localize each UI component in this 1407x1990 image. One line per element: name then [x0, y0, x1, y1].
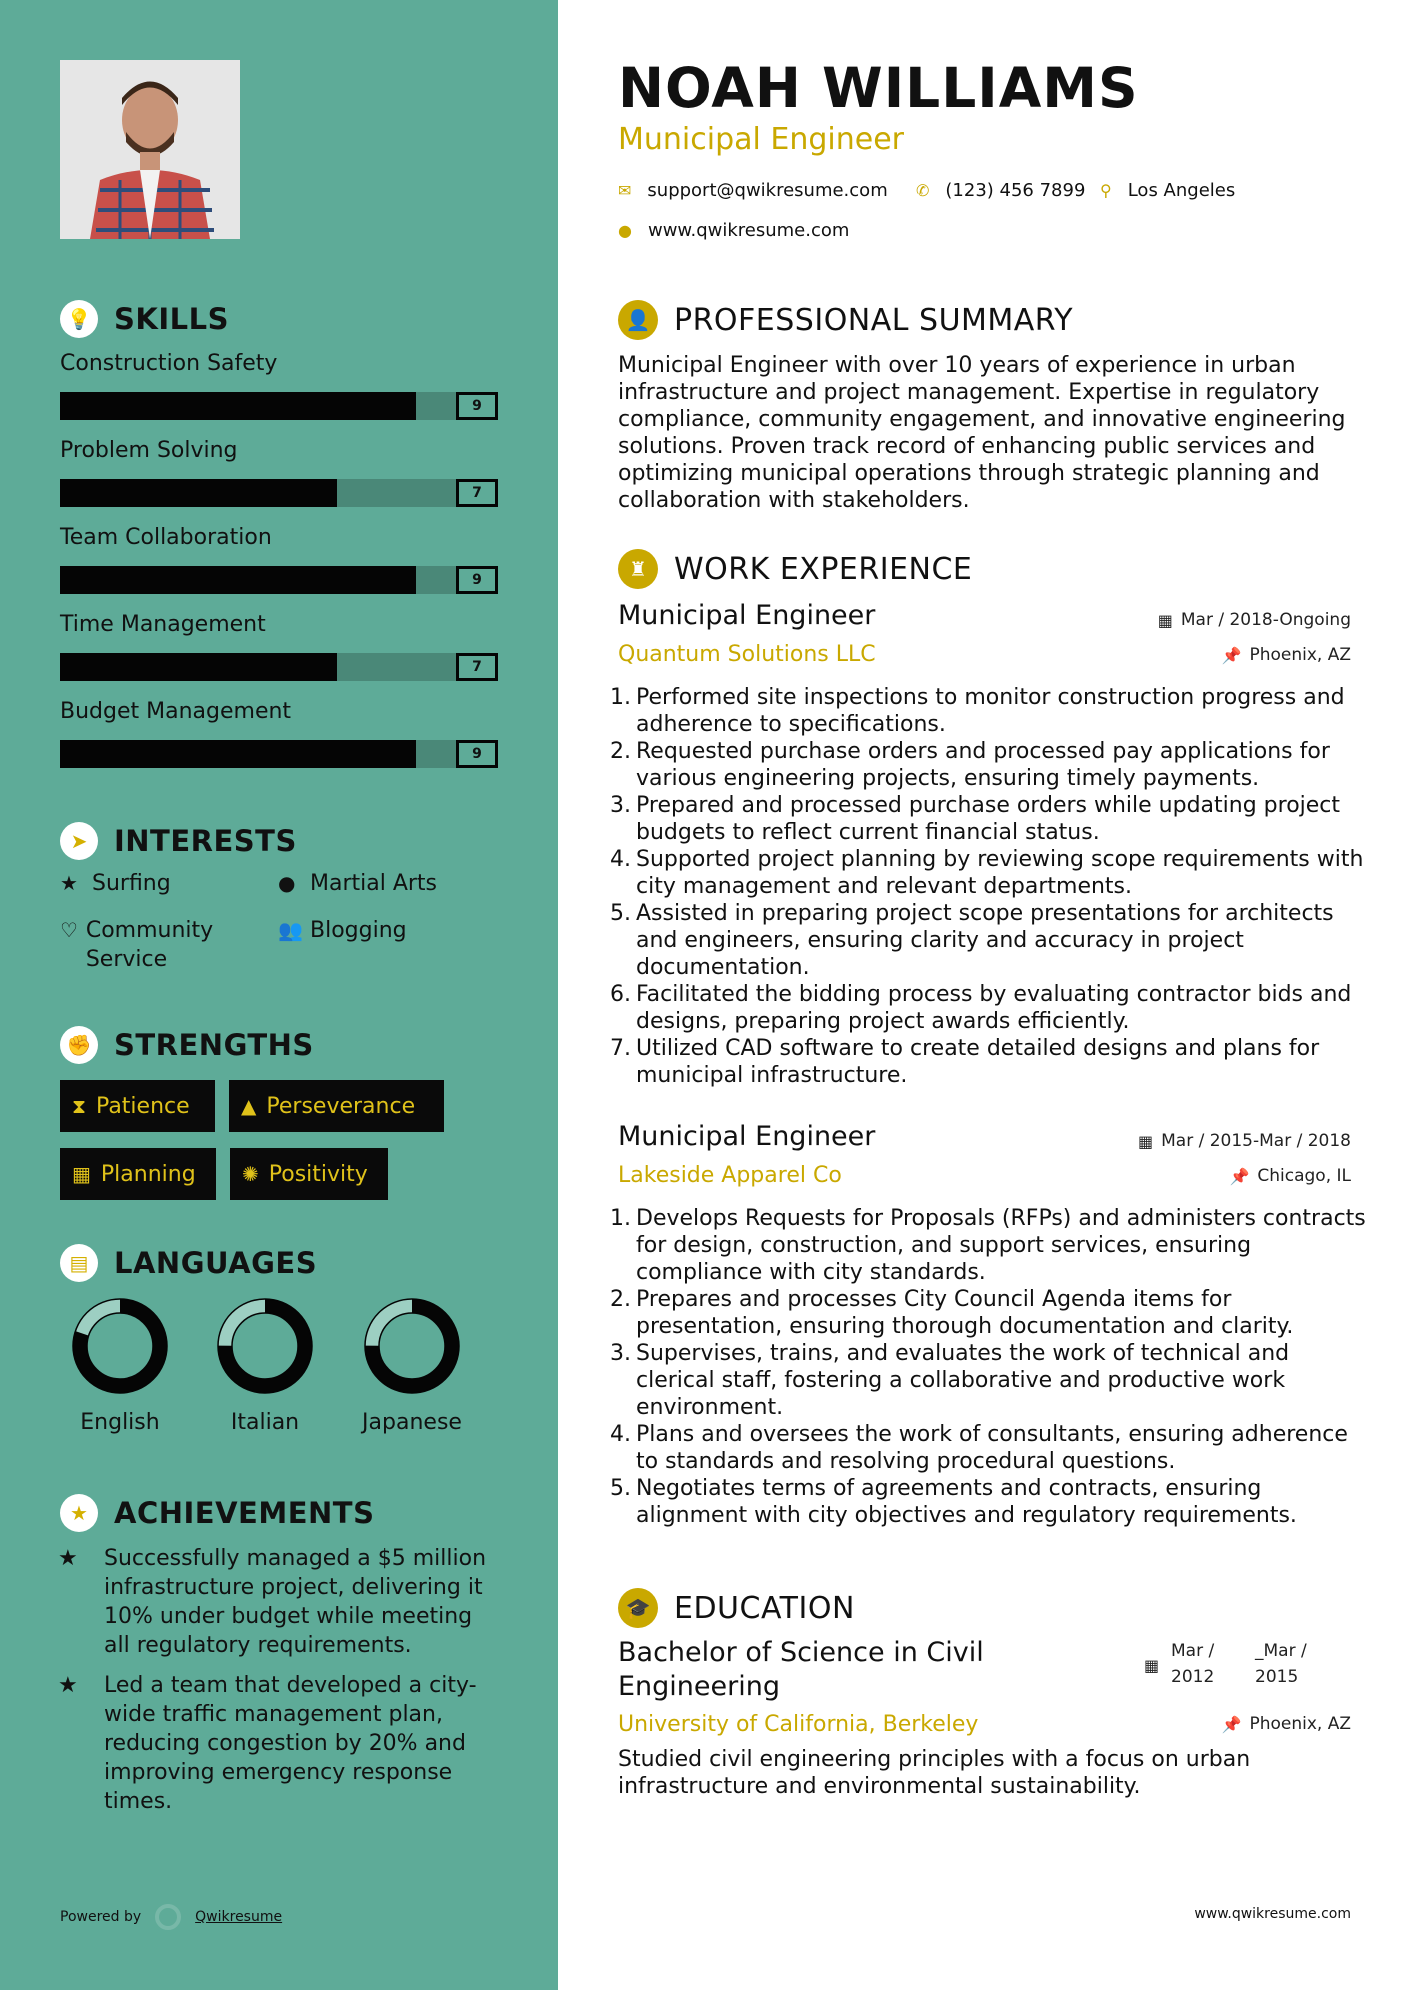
achievement-item: ★ Successfully managed a $5 million infrastructure project, delivering it 10% under budget while meeting all regulatory requirements.	[58, 1546, 487, 1658]
job-duties	[610, 684, 1370, 1089]
skill-label: Time Management	[60, 612, 266, 637]
map-pin-icon: ⚲	[1100, 181, 1112, 200]
job-location: 📌 Phoenix, AZ	[1221, 645, 1351, 665]
list-item: 4. Supported project planning by reviewing scope requirements with city management and relevant departments.	[610, 847, 1364, 899]
globe-icon: ●	[278, 871, 296, 895]
list-item: 5. Assisted in preparing project scope presentations for architects and engineers, ensuring clarity and accuracy in project documentation.	[610, 901, 1334, 980]
powered-by: Powered by Qwikresume	[60, 1904, 282, 1930]
languages-heading: ▤ LANGUAGES	[60, 1244, 317, 1282]
skill-level: 9	[456, 740, 498, 768]
achievement-item: ★ Led a team that developed a city-wide traffic management plan, reducing congestion by 20% and improving emergency response times.	[58, 1673, 477, 1814]
interest-item: ★ Surfing	[60, 871, 171, 896]
skill-label: Budget Management	[60, 699, 292, 724]
skill-label: Problem Solving	[60, 438, 238, 463]
contact-phone: ✆ (123) 456 7899	[916, 180, 1086, 201]
degree-title: Bachelor of Science in Civil Engineering	[618, 1637, 984, 1702]
company-name: Quantum Solutions LLC	[618, 642, 876, 667]
strength-badge: ✺ Positivity	[230, 1148, 388, 1200]
skill-bar-fill	[60, 479, 337, 507]
candidate-role: Municipal Engineer	[618, 122, 904, 157]
chair-icon: ♜	[618, 549, 658, 589]
trophy-icon: ★	[58, 1673, 78, 1698]
sun-icon: ✺	[242, 1162, 259, 1186]
interests-heading: ➤ INTERESTS	[60, 822, 297, 860]
skill-bar	[60, 479, 498, 507]
job-date: ▦ Mar / 2018-Ongoing	[1157, 610, 1351, 630]
language-item	[45, 1298, 195, 1435]
contact-website[interactable]: ● www.qwikresume.com	[618, 220, 850, 241]
calendar-icon: ▦	[1144, 1656, 1160, 1675]
company-name: Lakeside Apparel Co	[618, 1163, 842, 1188]
footer-url[interactable]: www.qwikresume.com	[1194, 1906, 1351, 1922]
strength-badge: ▦ Planning	[60, 1148, 216, 1200]
skill-level: 7	[456, 653, 498, 681]
paper-plane-icon: ➤	[60, 822, 98, 860]
pin-icon: 📌	[1229, 1166, 1250, 1186]
skill-bar-fill	[60, 566, 416, 594]
skill-bar	[60, 392, 498, 420]
skill-bar	[60, 653, 498, 681]
edu-date-start: Mar / 2012	[1171, 1641, 1215, 1687]
envelope-icon: ✉	[618, 181, 632, 200]
pin-icon: 📌	[1221, 1714, 1242, 1734]
job-date: ▦ Mar / 2015-Mar / 2018	[1137, 1131, 1351, 1151]
list-item: 1. Performed site inspections to monitor construction progress and adherence to specifications.	[610, 685, 1345, 737]
user-icon: 👤	[618, 300, 658, 340]
list-item: 4. Plans and oversees the work of consultants, ensuring adherence to standards and resolving procedural questions.	[610, 1422, 1348, 1474]
star-icon: ★	[60, 871, 78, 895]
sidebar	[0, 0, 558, 1990]
interest-item: ● Martial Arts	[278, 871, 438, 896]
education-description: Studied civil engineering principles with a focus on urban infrastructure and environmental sustainability.	[618, 1747, 1251, 1799]
language-ring	[72, 1298, 168, 1394]
graduate-icon: 🎓	[618, 1588, 658, 1628]
skill-bar-fill	[60, 740, 416, 768]
interest-item: ♡ Community Service	[60, 918, 214, 972]
users-icon: 👥	[278, 918, 303, 942]
summary-text: Municipal Engineer with over 10 years of experience in urban infrastructure and project management. Expertise in regulatory compliance, community engagement, and innovative engineering solutions. Proven track record of enhancing public services and optimizing municipal operations through strategic planning and collaboration with stakeholders.	[618, 353, 1346, 513]
heart-icon: ♡	[60, 918, 78, 942]
list-item: 6. Facilitated the bidding process by evaluating contractor bids and designs, preparing project awards efficiently.	[610, 982, 1352, 1034]
skill-level: 9	[456, 566, 498, 594]
job-title: Municipal Engineer	[618, 600, 876, 631]
road-icon: ▲	[241, 1094, 257, 1118]
edu-calendar	[1144, 1656, 1167, 1675]
list-item: 5. Negotiates terms of agreements and contracts, ensuring alignment with city objectives and regulatory requirements.	[610, 1476, 1297, 1528]
calendar-icon: ▦	[1157, 610, 1173, 630]
summary-heading: 👤 PROFESSIONAL SUMMARY	[618, 300, 1073, 340]
language-ring	[217, 1298, 313, 1394]
qwikresume-logo-icon	[155, 1904, 181, 1930]
school-name: University of California, Berkeley	[618, 1712, 979, 1737]
skill-level: 9	[456, 392, 498, 420]
language-ring	[364, 1298, 460, 1394]
skills-heading: 💡 SKILLS	[60, 300, 229, 338]
skill-bar	[60, 740, 498, 768]
hourglass-icon: ⧗	[72, 1094, 87, 1118]
language-label: English	[80, 1410, 160, 1435]
phone-icon: ✆	[916, 181, 930, 200]
edu-location: 📌 Phoenix, AZ	[1221, 1714, 1351, 1734]
contact-email[interactable]: ✉ support@qwikresume.com	[618, 180, 888, 201]
contact-location: ⚲ Los Angeles	[1100, 180, 1236, 201]
star-badge-icon: ★	[60, 1494, 98, 1532]
skill-label: Team Collaboration	[60, 525, 272, 550]
skill-bar	[60, 566, 498, 594]
experience-heading: ♜ WORK EXPERIENCE	[618, 549, 972, 589]
education-heading: 🎓 EDUCATION	[618, 1588, 855, 1628]
skill-bar-fill	[60, 392, 416, 420]
interest-item: 👥 Blogging	[278, 918, 407, 943]
list-item: 7. Utilized CAD software to create detailed designs and plans for municipal infrastructure.	[610, 1036, 1320, 1088]
job-title: Municipal Engineer	[618, 1121, 876, 1152]
skill-bar-fill	[60, 653, 337, 681]
calendar-icon: ▦	[72, 1162, 91, 1186]
strength-badge: ▲ Perseverance	[229, 1080, 444, 1132]
job-duties	[610, 1205, 1370, 1529]
candidate-name: NOAH WILLIAMS	[618, 56, 1139, 120]
list-item: 2. Prepares and processes City Council Agenda items for presentation, ensuring thorough documentation and clarity.	[610, 1287, 1294, 1339]
strengths-heading: ✊ STRENGTHS	[60, 1026, 314, 1064]
qwikresume-link[interactable]: Qwikresume	[195, 1909, 283, 1925]
id-card-icon: ▤	[60, 1244, 98, 1282]
calendar-icon: ▦	[1137, 1131, 1154, 1151]
trophy-icon: ★	[58, 1546, 78, 1571]
lightbulb-icon: 💡	[60, 300, 98, 338]
pin-icon: 📌	[1221, 645, 1242, 665]
skill-label: Construction Safety	[60, 351, 278, 376]
fist-icon: ✊	[60, 1026, 98, 1064]
language-item	[190, 1298, 340, 1435]
list-item: 1. Develops Requests for Proposals (RFPs) and administers contracts for design, construction, and support services, ensuring compliance with city standards.	[610, 1206, 1366, 1285]
edu-date-end: _Mar / 2015	[1255, 1641, 1307, 1687]
list-item: 2. Requested purchase orders and processed pay applications for various engineering projects, ensuring timely payments.	[610, 739, 1330, 791]
job-location: 📌 Chicago, IL	[1229, 1166, 1351, 1186]
skill-level: 7	[456, 479, 498, 507]
strength-badge: ⧗ Patience	[60, 1080, 215, 1132]
language-item	[337, 1298, 487, 1435]
main-content	[558, 0, 1407, 1990]
list-item: 3. Prepared and processed purchase orders while updating project budgets to reflect current financial status.	[610, 793, 1341, 845]
list-item: 3. Supervises, trains, and evaluates the work of technical and clerical staff, fostering a collaborative and productive work environment.	[610, 1341, 1290, 1420]
language-label: Japanese	[362, 1410, 462, 1435]
achievements-heading: ★ ACHIEVEMENTS	[60, 1494, 374, 1532]
globe-icon: ●	[618, 221, 632, 240]
profile-photo	[60, 60, 240, 239]
language-label: Italian	[230, 1410, 300, 1435]
